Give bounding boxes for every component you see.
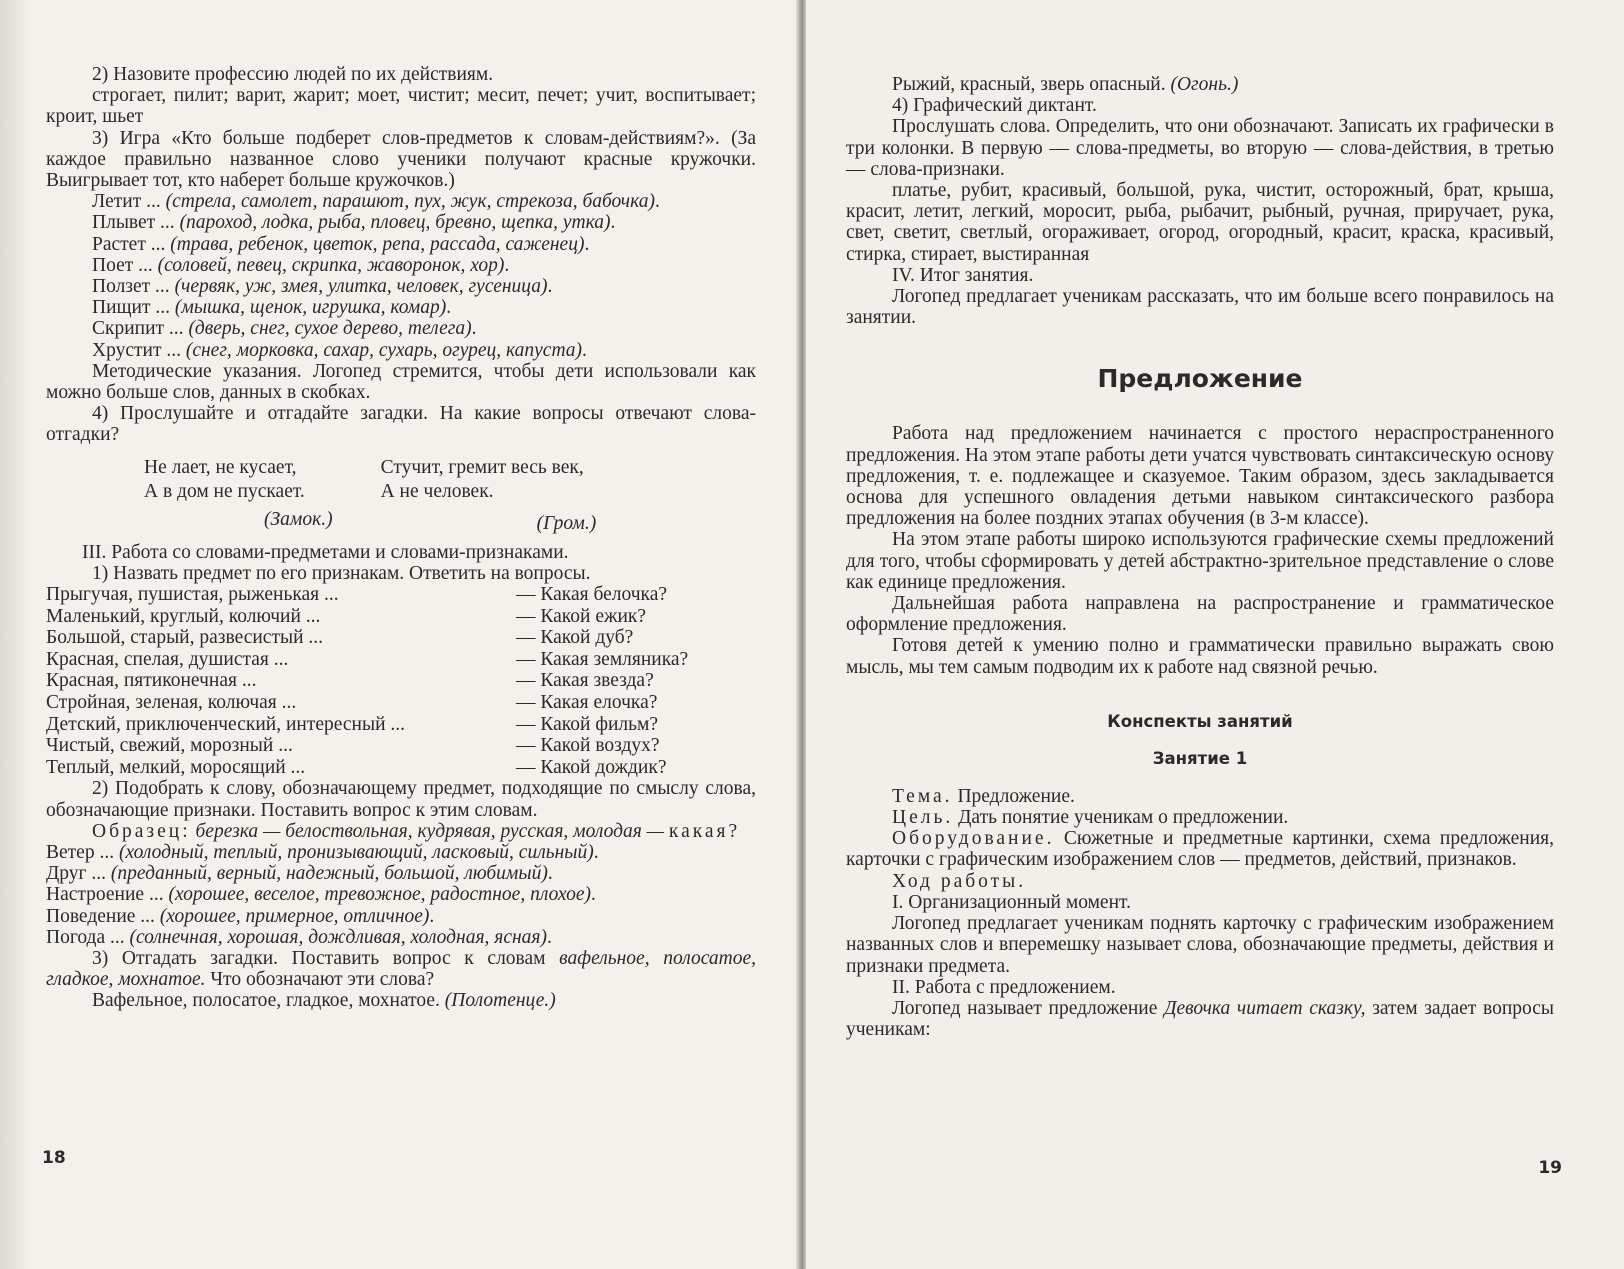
- qa-row: Чистый, свежий, морозный ... — Какой воздух?: [46, 735, 660, 757]
- noun-line: Друг ... (преданный, верный, надежный, большой, любимый).: [46, 863, 553, 885]
- page-shadow: [0, 0, 30, 1269]
- verb-line: Поет ... (соловей, певец, скрипка, жаворонок, хор).: [92, 254, 510, 276]
- task-1: 1) Назвать предмет по его признакам. Ответить на вопросы.: [92, 562, 591, 584]
- qa-row: Красная, пятиконечная ... — Какая звезда?: [46, 670, 654, 692]
- task-3: 3) Отгадать загадки. Поставить вопрос к словам вафельное, полосатое, гладкое, мохнатое. Что обозначают эти слова?: [46, 948, 756, 991]
- left-page: [0, 0, 800, 1269]
- verb-line: Плывет ... (пароход, лодка, рыба, пловец, бревно, щепка, утка).: [92, 212, 616, 234]
- summary-text: Логопед предлагает ученикам рассказать, что им больше всего понравилось на занятии.: [846, 286, 1554, 329]
- noun-line: Ветер ... (холодный, теплый, пронизывающий, ласковый, сильный).: [46, 842, 599, 864]
- page-number: 19: [1538, 1158, 1562, 1178]
- qa-row: Детский, приключенческий, интересный ... — Какой фильм?: [46, 713, 659, 735]
- paragraph: Готовя детей к умению полно и грамматически правильно выражать свою мысль, мы тем самым подводим их к работе над связной речью.: [846, 635, 1554, 678]
- game-description: 3) Игра «Кто больше подберет слов-предметов к словам-действиям?». (За каждое правильно названное слово ученики получают красные кружочки. Выигрывает тот, кто наберет больше кружочков.): [46, 127, 756, 192]
- riddle-fire: Рыжий, красный, зверь опасный. (Огонь.): [892, 74, 1239, 95]
- org-title: I. Организационный момент.: [892, 891, 1131, 913]
- qa-row: Большой, старый, развесистый ... — Какой дуб?: [46, 627, 634, 649]
- verb-line: Пищит ... (мышка, щенок, игрушка, комар).: [92, 297, 452, 319]
- paragraph: На этом этапе работы широко используются графические схемы предложений для того, чтобы сформировать у детей абстрактно-зрительное представление о слове как единице предложения.: [846, 529, 1554, 593]
- qa-row: Прыгучая, пушистая, рыженькая ... — Какая белочка?: [46, 584, 668, 606]
- subheading: Конспекты занятий: [1107, 711, 1293, 731]
- summary-title: IV. Итог занятия.: [892, 264, 1034, 286]
- riddles-intro: 4) Прослушайте и отгадайте загадки. На какие вопросы отвечают слова-отгадки?: [46, 403, 756, 446]
- lesson-title: Занятие 1: [1152, 748, 1248, 768]
- qa-row: Теплый, мелкий, моросящий ... — Какой дождик?: [46, 756, 667, 778]
- org-text: Логопед предлагает ученикам поднять карточку с графическим изображением названных слов и вперемешку называет слова, обозначающие предметы, действия и признаки предмета.: [846, 913, 1554, 977]
- riddle-line: Стучит, гремит весь век,: [380, 456, 584, 478]
- method-note: Методические указания. Логопед стремится, чтобы дети использовали как можно больше слов, данных в скобках.: [46, 360, 756, 404]
- section-3-title: III. Работа со словами-предметами и словами-признаками.: [82, 541, 569, 563]
- qa-list: [46, 584, 756, 778]
- riddles-block: [144, 456, 756, 536]
- riddle-line: А не человек.: [380, 480, 494, 502]
- verb-line: Скрипит ... (дверь, снег, сухое дерево, телега).: [92, 318, 477, 340]
- verb-line: Растет ... (трава, ребенок, цветок, репа, рассада, саженец).: [92, 233, 590, 255]
- theme: Тема. Предложение.: [892, 785, 1075, 807]
- qa-row: Стройная, зеленая, колючая ... — Какая елочка?: [46, 692, 658, 714]
- qa-row: Маленький, круглый, колючий ... — Какой ежик?: [46, 605, 647, 627]
- work-title: II. Работа с предложением.: [892, 976, 1116, 998]
- qa-row: Красная, спелая, душистая ... — Какая земляника?: [46, 648, 689, 670]
- verb-line: Летит ... (стрела, самолет, парашют, пух, жук, стрекоза, бабочка).: [92, 191, 660, 213]
- noun-line: Погода ... (солнечная, хорошая, дождливая, холодная, ясная).: [46, 926, 552, 948]
- riddle-answer: (Замок.): [264, 508, 333, 530]
- riddle-3: Вафельное, полосатое, гладкое, мохнатое. (Полотенце.): [92, 990, 556, 1012]
- riddle-answer: (Гром.): [536, 512, 597, 534]
- riddle-1: [144, 456, 333, 536]
- work-text: Логопед называет предложение Девочка читает сказку, затем задает вопросы ученикам:: [846, 997, 1554, 1041]
- verb-line: Хрустит ... (снег, морковка, сахар, сухарь, огурец, капуста).: [92, 339, 587, 361]
- verb-line: Ползет ... (червяк, уж, змея, улитка, человек, гусеница).: [92, 276, 553, 298]
- noun-line: Настроение ... (хорошее, веселое, тревожное, радостное, плохое).: [46, 884, 596, 906]
- riddle-line: А в дом не пускает.: [144, 480, 305, 502]
- progress-label: Ход работы.: [892, 870, 1027, 892]
- riddle-2: [381, 456, 597, 536]
- task-2: 2) Подобрать к слову, обозначающему предмет, подходящие по смыслу слова, обозначающие признаки. Поставить вопрос к этим словам.: [46, 778, 756, 821]
- page-number: 18: [42, 1148, 66, 1168]
- section-heading: Предложение: [1097, 364, 1303, 394]
- noun-line: Поведение ... (хорошее, примерное, отличное).: [46, 905, 435, 927]
- right-page: [806, 0, 1624, 1269]
- paragraph: Дальнейшая работа направлена на распространение и грамматическое оформление предложения.: [846, 593, 1554, 636]
- equipment: Оборудование. Сюжетные и предметные картинки, схема предложения, карточки с графическим изображением слов — предметов, действий, признаков.: [846, 828, 1554, 871]
- task-2-title: 2) Назовите профессию людей по их действиям.: [92, 64, 494, 85]
- riddle-line: Не лает, не кусает,: [144, 456, 297, 478]
- goal: Цель. Дать понятие ученикам о предложении.: [892, 807, 1289, 829]
- sample: Образец: березка — белоствольная, кудрявая, русская, молодая — какая?: [92, 820, 741, 842]
- dictation-text: Прослушать слова. Определить, что они обозначают. Записать их графически в три колонки. В первую — слова-предметы, во вторую — слова-действия, в третью — слова-признаки.: [846, 116, 1554, 180]
- dictation-title: 4) Графический диктант.: [892, 95, 1097, 117]
- word-list: платье, рубит, красивый, большой, рука, чистит, осторожный, брат, крыша, красит, летит, легкий, моросит, рыба, рыбачит, рыбный, ручная, приручает, рука, свет, светит, светлый, огораживает, огород, огородный, красит, краска, красивый, стирка, стирает, выстиранная: [846, 180, 1554, 265]
- paragraph: Работа над предложением начинается с простого нераспространенного предложения. На этом этапе работы дети учатся чувствовать синтаксическую основу предложения, т. е. подлежащее и сказуемое. Таким образом, здесь закладывается основа для успешного овладения детьми навыком синтаксического разбора предложения на более поздних этапах обучения (в 3-м классе).: [846, 423, 1554, 530]
- professions-list: строгает, пилит; варит, жарит; моет, чистит; месит, печет; учит, воспитывает; кроит, шьет: [46, 85, 756, 128]
